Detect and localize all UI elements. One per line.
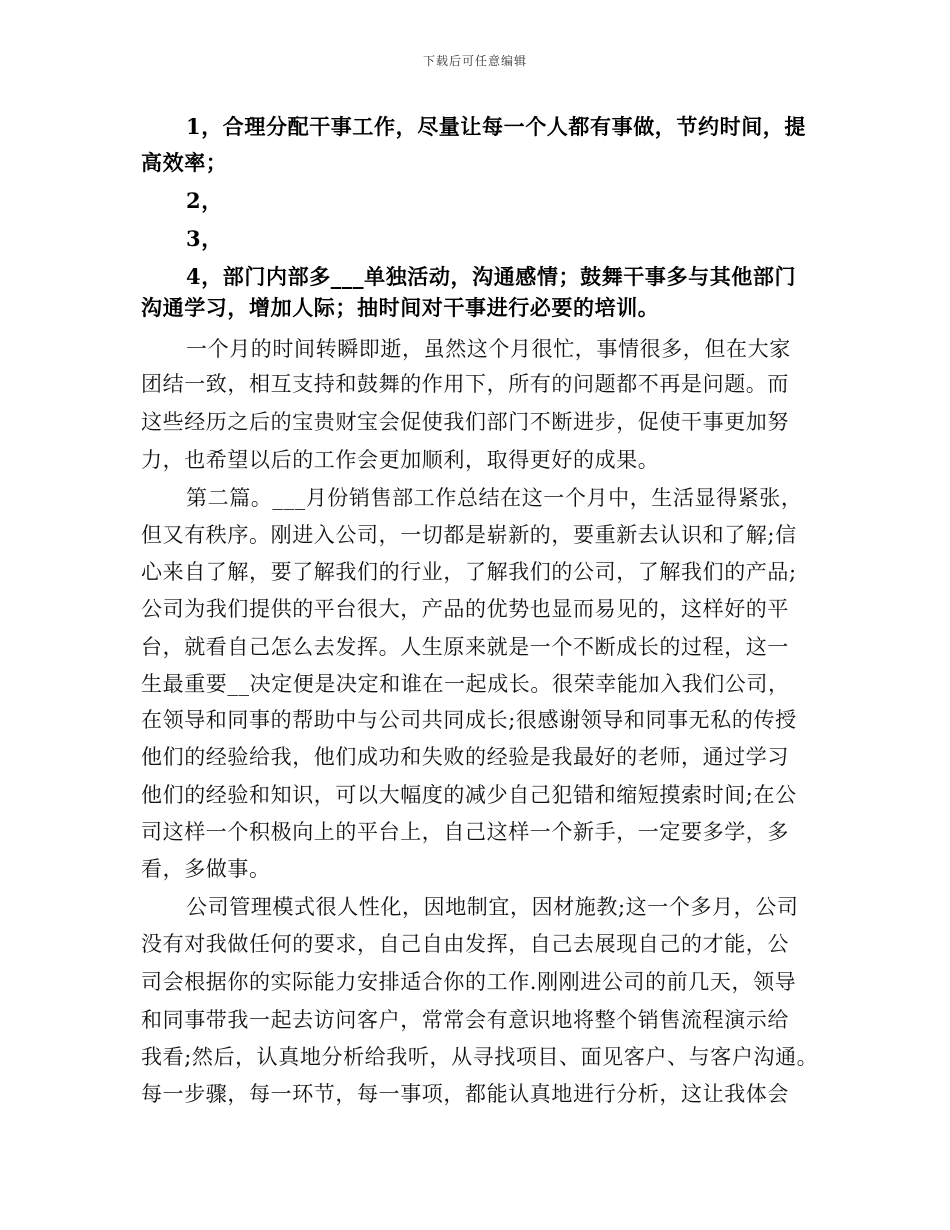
paragraph-line: 和同事带我一起去访问客户，常常会有意识地将整个销售流程演示给 bbox=[141, 1008, 789, 1032]
paragraph-line: 生最重要__决定便是决定和谁在一起成长。很荣幸能加入我们公司， bbox=[141, 672, 790, 696]
paragraph-line: 心来自了解，要了解我们的行业，了解我们的公司，了解我们的产品; bbox=[141, 560, 797, 584]
paragraph-line: 没有对我做任何的要求，自己自由发挥，自己去展现自己的才能，公 bbox=[141, 932, 789, 956]
paragraph-line: 他们的经验和知识，可以大幅度的减少自己犯错和缩短摸索时间;在公 bbox=[141, 783, 797, 807]
paragraph-line: 司这样一个积极向上的平台上，自己这样一个新手，一定要多学，多 bbox=[141, 820, 789, 844]
paragraph-line: 司会根据你的实际能力安排适合你的工作.刚刚进公司的前几天，领导 bbox=[141, 970, 797, 994]
paragraph-line: 力，也希望以后的工作会更加顺利，取得更好的成果。 bbox=[141, 448, 660, 472]
list-item-4: 4，部门内部多___单独活动，沟通感情；鼓舞干事多与其他部门 bbox=[186, 264, 797, 289]
page-header: 下载后可任意编辑 bbox=[422, 54, 527, 68]
paragraph-line: 但又有秩序。刚进入公司，一切都是崭新的，要重新去认识和了解;信 bbox=[141, 523, 797, 547]
list-item-1: 1，合理分配干事工作，尽量让每一个人都有事做，节约时间，提 bbox=[186, 114, 807, 139]
paragraph-line: 台，就看自己怎么去发挥。人生原来就是一个不断成长的过程，这一 bbox=[141, 635, 789, 659]
paragraph-line: 每一步骤，每一环节，每一事项，都能认真地进行分析，这让我体会 bbox=[141, 1082, 789, 1106]
paragraph-line: 他们的经验给我，他们成功和失败的经验是我最好的老师，通过学习 bbox=[141, 745, 789, 769]
list-item-3: 3， bbox=[186, 226, 223, 251]
list-item-2: 2， bbox=[186, 188, 223, 213]
paragraph-line: 这些经历之后的宝贵财宝会促使我们部门不断进步，促使干事更加努 bbox=[141, 410, 789, 434]
list-item-4-continued: 沟通学习，增加人际；抽时间对干事进行必要的培训。 bbox=[141, 295, 660, 320]
list-item-1-continued: 高效率； bbox=[141, 150, 228, 175]
paragraph-line: 公司为我们提供的平台很大，产品的优势也显而易见的，这样好的平 bbox=[141, 597, 789, 621]
paragraph-line: 公司管理模式很人性化，因地制宜，因材施教;这一个多月，公司 bbox=[186, 895, 799, 919]
paragraph-line: 一个月的时间转瞬即逝，虽然这个月很忙，事情很多，但在大家 bbox=[186, 337, 791, 361]
paragraph-line: 看，多做事。 bbox=[141, 857, 271, 881]
paragraph-line: 在领导和同事的帮助中与公司共同成长;很感谢领导和同事无私的传授 bbox=[141, 708, 797, 732]
paragraph-line: 我看;然后，认真地分析给我听，从寻找项目、面见客户、与客户沟通。 bbox=[141, 1045, 819, 1069]
paragraph-line: 第二篇。___月份销售部工作总结在这一个月中，生活显得紧张， bbox=[186, 486, 803, 510]
paragraph-line: 团结一致，相互支持和鼓舞的作用下，所有的问题都不再是问题。而 bbox=[141, 372, 789, 396]
